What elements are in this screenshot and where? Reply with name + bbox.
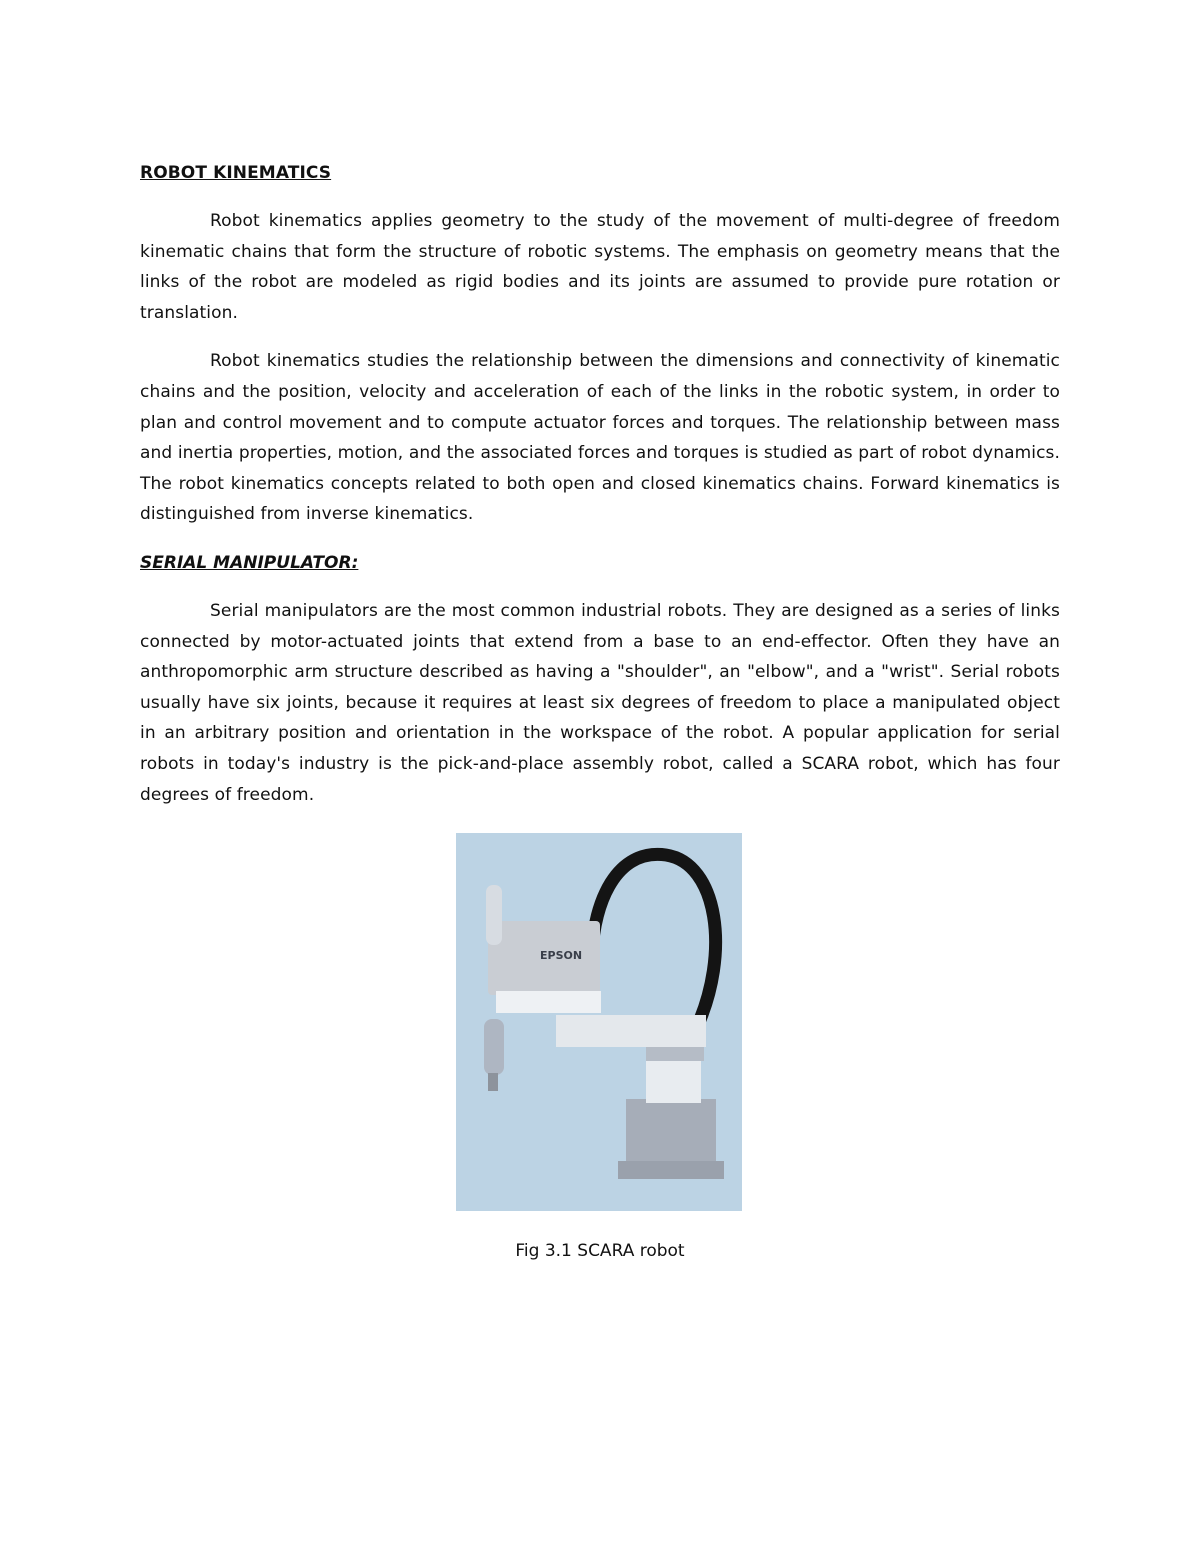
robot-end-effector bbox=[488, 1073, 498, 1091]
robot-quill-top bbox=[486, 885, 502, 945]
robot-base-column bbox=[626, 1099, 716, 1169]
paragraph-intro-1: Robot kinematics applies geometry to the study of the movement of multi-degree of freedom kinematic chains that form the structure of robotic systems. The emphasis on geometry means that the links of the robot are modeled as rigid bodies and its joints are assumed to provide pure rotation or translation. bbox=[140, 211, 1060, 323]
document-body bbox=[140, 158, 1060, 828]
robot-lower-joint bbox=[646, 1059, 701, 1103]
section-heading-serial-manipulator: SERIAL MANIPULATOR: bbox=[140, 552, 359, 573]
paragraph-serial-manipulator: Serial manipulators are the most common industrial robots. They are designed as a series of links connected by motor-actuated joints that extend from a base to an end-effector. Often they have an anthropomorphic arm structure described as having a "shoulder", an "elbow", and a "wrist". Serial robots usually have six joints, because it requires at least six degrees of freedom to place a manipulated object in an arbitrary position and orientation in the workspace of the robot. A popular application for serial robots in today's industry is the pick-and-place assembly robot, called a SCARA robot, which has four degrees of freedom. bbox=[140, 600, 1060, 805]
page-title: ROBOT KINEMATICS bbox=[140, 163, 332, 183]
robot-base-plate bbox=[618, 1161, 724, 1179]
robot-brand-label: EPSON bbox=[540, 949, 583, 962]
robot-upper-arm-band bbox=[496, 991, 601, 1013]
figure-caption: Fig 3.1 SCARA robot bbox=[515, 1241, 685, 1261]
scara-robot-photo bbox=[456, 833, 742, 1211]
paragraph-intro-2: Robot kinematics studies the relationship between the dimensions and connectivity of kinematic chains and the position, velocity and acceleration of each of the links in the robotic system, in order to plan and control movement and to compute actuator forces and torques. The relationship between mass and inertia properties, motion, and the associated forces and torques is studied as part of robot dynamics. The robot kinematics concepts related to both open and closed kinematics chains. Forward kinematics is distinguished from inverse kinematics. bbox=[140, 351, 1060, 525]
robot-quill-bottom bbox=[484, 1019, 504, 1075]
robot-forearm-link bbox=[556, 1015, 706, 1047]
